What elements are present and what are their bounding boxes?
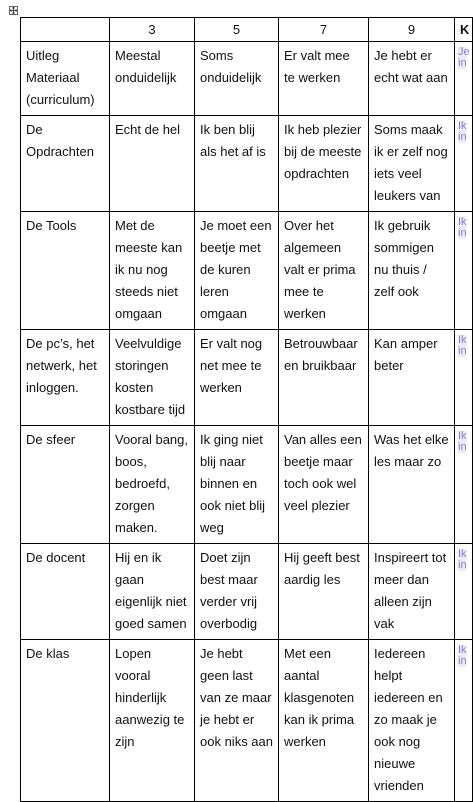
table-row: [21, 212, 473, 330]
rubric-cell-score-5: Er valt nog net mee te werken: [195, 330, 279, 426]
row-category-cell: De docent: [21, 544, 110, 640]
table-row: [21, 42, 473, 116]
table-header-row: [21, 18, 473, 42]
cut-off-text-fragment: Je in: [458, 46, 470, 69]
rubric-cell-score-9: Was het elke les maar zo: [369, 426, 455, 544]
row-category-cell: Uitleg Materiaal (curriculum): [21, 42, 110, 116]
rubric-cell-score-3: Echt de hel: [110, 116, 195, 212]
rubric-cell-score-7: Met een aantal klasgenoten kan ik prima werken: [279, 640, 369, 802]
cut-off-text-fragment: Ik in: [458, 120, 467, 143]
cut-off-column-cell: [455, 640, 473, 802]
cut-off-text-fragment: Ik in: [458, 548, 467, 571]
row-category-cell: De pc’s, het netwerk, het inloggen.: [21, 330, 110, 426]
cut-off-text-fragment: Ik in: [458, 644, 467, 667]
table-row: [21, 426, 473, 544]
rubric-cell-score-5: Ik ben blij als het af is: [195, 116, 279, 212]
cut-off-column-cell: [455, 330, 473, 426]
rubric-cell-score-5: Ik ging niet blij naar binnen en ook niet blij weg: [195, 426, 279, 544]
rubric-cell-score-5: Soms onduidelijk: [195, 42, 279, 116]
cut-off-text-fragment: Ik in: [458, 334, 467, 357]
rubric-cell-score-7: Hij geeft best aardig les: [279, 544, 369, 640]
rubric-cell-score-7: Over het algemeen valt er prima mee te werken: [279, 212, 369, 330]
row-category-cell: De sfeer: [21, 426, 110, 544]
rubric-cell-score-9: Inspireert tot meer dan alleen zijn vak: [369, 544, 455, 640]
rubric-cell-score-3: Met de meeste kan ik nu nog steeds niet omgaan: [110, 212, 195, 330]
rubric-cell-score-3: Hij en ik gaan eigenlijk niet goed samen: [110, 544, 195, 640]
rubric-cell-score-9: Ik gebruik sommigen nu thuis / zelf ook: [369, 212, 455, 330]
rubric-cell-score-7: Ik heb plezier bij de meeste opdrachten: [279, 116, 369, 212]
row-category-cell: De klas: [21, 640, 110, 802]
header-score-9: 9: [369, 18, 455, 42]
rubric-cell-score-5: Je hebt geen last van ze maar je hebt er ook niks aan: [195, 640, 279, 802]
rubric-cell-score-5: Je moet een beetje met de kuren leren omgaan: [195, 212, 279, 330]
rubric-cell-score-7: Er valt mee te werken: [279, 42, 369, 116]
cut-off-column-cell: [455, 212, 473, 330]
cut-off-column-cell: [455, 544, 473, 640]
table-row: [21, 116, 473, 212]
cut-off-column-cell: [455, 116, 473, 212]
rubric-cell-score-3: Lopen vooral hinderlijk aanwezig te zijn: [110, 640, 195, 802]
table-move-handle[interactable]: [9, 6, 18, 15]
move-arrows-icon: [10, 7, 17, 14]
rubric-cell-score-3: Vooral bang, boos, bedroefd, zorgen maken.: [110, 426, 195, 544]
rubric-cell-score-7: Betrouwbaar en bruikbaar: [279, 330, 369, 426]
header-cut-off-column: K: [455, 18, 473, 42]
rubric-cell-score-3: Meestal onduidelijk: [110, 42, 195, 116]
cut-off-text-fragment: Ik in: [458, 430, 467, 453]
rubric-cell-score-9: Soms maak ik er zelf nog iets veel leukers van: [369, 116, 455, 212]
rubric-cell-score-9: Je hebt er echt wat aan: [369, 42, 455, 116]
rubric-cell-score-9: Iedereen helpt iedereen en zo maak je ook nog nieuwe vrienden: [369, 640, 455, 802]
header-score-3: 3: [110, 18, 195, 42]
table-row: [21, 640, 473, 802]
rubric-cell-score-3: Veelvuldige storingen kosten kostbare tijd: [110, 330, 195, 426]
cut-off-column-cell: [455, 42, 473, 116]
cut-off-column-cell: [455, 426, 473, 544]
row-category-cell: De Tools: [21, 212, 110, 330]
header-score-5: 5: [195, 18, 279, 42]
header-score-7: 7: [279, 18, 369, 42]
rubric-cell-score-9: Kan amper beter: [369, 330, 455, 426]
cut-off-text-fragment: Ik in: [458, 216, 467, 239]
rubric-cell-score-5: Doet zijn best maar verder vrij overbodig: [195, 544, 279, 640]
row-category-cell: De Opdrachten: [21, 116, 110, 212]
header-corner-cell: [21, 18, 110, 42]
table-row: [21, 544, 473, 640]
table-row: [21, 330, 473, 426]
evaluation-rubric-table: [20, 17, 473, 802]
rubric-cell-score-7: Van alles een beetje maar toch ook wel veel plezier: [279, 426, 369, 544]
